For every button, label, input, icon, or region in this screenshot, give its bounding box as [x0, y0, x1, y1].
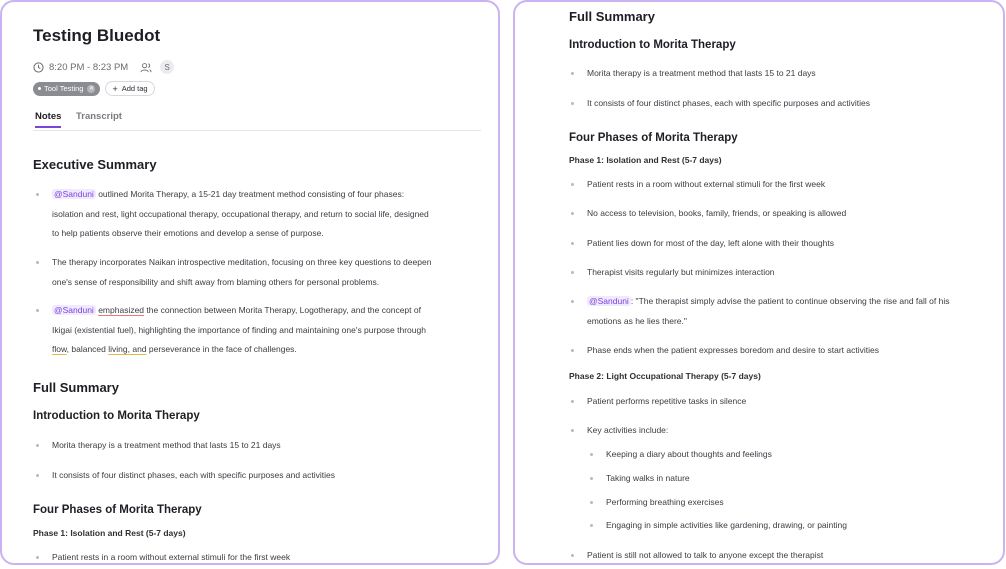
add-tag-label: Add tag	[121, 84, 148, 93]
phase1-heading: Phase 1: Isolation and Rest (5-7 days)	[33, 528, 186, 538]
bullet-line: The therapy incorporates Naikan introspective meditation, focusing on three key questions to deepen	[52, 257, 432, 267]
user-mention[interactable]: @Sanduni	[54, 189, 94, 199]
intro-heading: Introduction to Morita Therapy	[569, 39, 736, 51]
bullet-line: isolation and rest, light occupational therapy, occupational therapy, and return to social life, designed	[52, 208, 429, 219]
phase1-bullet: Therapist visits regularly but minimizes interaction	[587, 263, 775, 283]
participants-icon[interactable]	[140, 62, 152, 73]
remove-tag-icon[interactable]: ✕	[88, 85, 94, 92]
tag-dot-icon	[38, 87, 41, 90]
intro-bullet: Morita therapy is a treatment method that lasts 15 to 21 days	[587, 64, 816, 84]
intro-heading: Introduction to Morita Therapy	[33, 410, 200, 422]
bullet-line	[587, 292, 997, 312]
user-mention[interactable]: @Sanduni	[54, 305, 94, 315]
full-summary-heading: Full Summary	[33, 380, 119, 395]
tab-bar	[33, 111, 481, 131]
exec-summary-bullet-1	[52, 185, 492, 244]
clock-icon	[33, 62, 44, 73]
intro-bullet: It consists of four distinct phases, each with specific purposes and activities	[587, 94, 870, 114]
notes-panel-left	[0, 0, 500, 565]
phase2-sub-bullet: Keeping a diary about thoughts and feelings	[606, 445, 772, 465]
exec-summary-bullet-2	[52, 253, 492, 292]
bullet-line	[52, 340, 492, 360]
exec-summary-bullet-3	[52, 301, 492, 360]
flagged-word[interactable]: flow	[52, 344, 67, 354]
bullet-text: perseverance in the face of challenges.	[146, 344, 297, 354]
phase1-bullet: Patient rests in a room without external stimuli for the first week	[587, 175, 825, 195]
bullet-text: : "The therapist simply advise the patient to continue observing the rise and fall of his	[630, 296, 950, 306]
phase2-sub-bullet: Performing breathing exercises	[606, 493, 724, 513]
user-mention[interactable]: @Sanduni	[589, 296, 629, 306]
phase1-bullet: No access to television, books, family, friends, or speaking is allowed	[587, 204, 846, 224]
full-summary-heading: Full Summary	[569, 9, 655, 24]
tag-chip[interactable]	[33, 82, 100, 96]
executive-summary-heading: Executive Summary	[33, 157, 157, 172]
phase1-quote-bullet	[587, 292, 997, 331]
meeting-time: 8:20 PM - 8:23 PM	[49, 61, 129, 73]
tag-label: Tool Testing	[44, 84, 84, 93]
flagged-word[interactable]: , and	[127, 344, 147, 354]
phase2-bullet: Key activities include:	[587, 421, 668, 441]
participant-avatar[interactable]: S	[160, 60, 174, 74]
bullet-text: the connection between Morita Therapy, Logotherapy, and the concept of	[146, 305, 421, 315]
bullet-line	[52, 301, 492, 321]
tag-row	[33, 81, 155, 96]
phase1-heading: Phase 1: Isolation and Rest (5-7 days)	[569, 155, 722, 165]
phase2-bullet: Patient is still not allowed to talk to anyone except the therapist	[587, 546, 823, 565]
phase2-sub-bullet: Engaging in simple activities like gardening, drawing, or painting	[606, 516, 847, 536]
notes-panel-right	[513, 0, 1005, 565]
tab-transcript[interactable]: Transcript	[76, 111, 122, 122]
bullet-line: Ikigai (existential fuel), highlighting the importance of finding and maintaining one's purpose through	[52, 324, 426, 335]
tab-notes[interactable]: Notes	[35, 111, 61, 128]
phase1-bullet: Patient rests in a room without external stimuli for the first week	[52, 548, 290, 565]
phases-heading: Four Phases of Morita Therapy	[33, 504, 202, 516]
meeting-meta	[33, 60, 174, 74]
bullet-line: one's sense of responsibility and shift away from blaming others for personal problems.	[52, 276, 380, 287]
bullet-line	[52, 185, 492, 205]
bullet-text: , balanced	[66, 344, 109, 354]
flagged-word[interactable]: living	[108, 344, 128, 354]
phase2-heading: Phase 2: Light Occupational Therapy (5-7 days)	[569, 371, 761, 381]
intro-bullet: It consists of four distinct phases, each with specific purposes and activities	[52, 466, 335, 486]
bullet-line: emotions as he lies there."	[587, 315, 687, 326]
meeting-title: Testing Bluedot	[33, 26, 161, 45]
phase2-bullet: Patient performs repetitive tasks in silence	[587, 392, 746, 412]
phase1-bullet: Patient lies down for most of the day, left alone with their thoughts	[587, 234, 834, 254]
phase2-sub-bullet: Taking walks in nature	[606, 469, 690, 489]
bullet-text: outlined Morita Therapy, a 15-21 day treatment method consisting of four phases:	[98, 189, 405, 199]
phase1-bullet: Phase ends when the patient expresses boredom and desire to start activities	[587, 341, 879, 361]
intro-bullet: Morita therapy is a treatment method that lasts 15 to 21 days	[52, 436, 281, 456]
phases-heading: Four Phases of Morita Therapy	[569, 132, 738, 144]
add-tag-button[interactable]	[105, 81, 154, 96]
bullet-line: to help patients observe their emotions and develop a sense of purpose.	[52, 228, 324, 238]
plus-icon: +	[112, 83, 118, 94]
flagged-word[interactable]: emphasized	[98, 305, 145, 315]
